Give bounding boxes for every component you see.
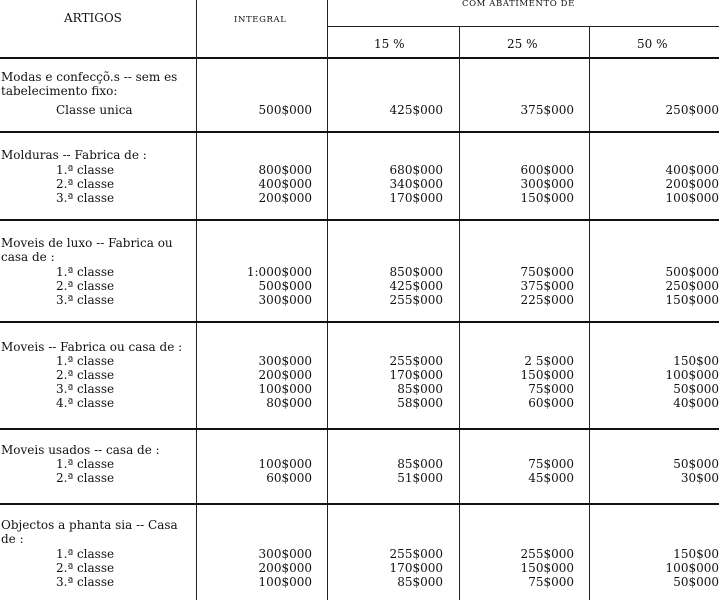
row-label: 1.ª classe xyxy=(56,547,115,561)
value-cell-p25: 225$000 xyxy=(520,293,574,307)
value-cell-integral: 1:000$000 xyxy=(246,265,312,279)
value-cell-integral: 500$000 xyxy=(258,103,312,117)
value-cell-p25: 150$000 xyxy=(520,191,574,205)
header-50-percent: 50 % xyxy=(637,37,668,51)
row-label: 2.ª classe xyxy=(56,279,115,293)
value-cell-p50: 500$000 xyxy=(665,265,719,279)
column-rule-15 xyxy=(459,27,460,600)
section-title-line: Modas e confecçõ.s -- sem es xyxy=(1,70,178,84)
value-cell-p25: 375$000 xyxy=(520,103,574,117)
section-title-line: Moveis de luxo -- Fabrica ou xyxy=(1,236,173,250)
value-cell-p15: 425$000 xyxy=(389,103,443,117)
value-cell-p50: 150$000 xyxy=(665,293,719,307)
row-label: 1.ª classe xyxy=(56,265,115,279)
value-cell-p25: 300$000 xyxy=(520,177,574,191)
value-cell-p50: 100$000 xyxy=(665,191,719,205)
value-cell-p15: 850$000 xyxy=(389,265,443,279)
value-cell-p50: 50$000 xyxy=(673,382,719,396)
section-title-line: Moveis -- Fabrica ou casa de : xyxy=(1,340,183,354)
value-cell-integral: 60$000 xyxy=(266,471,312,485)
value-cell-integral: 400$000 xyxy=(258,177,312,191)
value-cell-p50: 50$000 xyxy=(673,457,719,471)
header-bottom-rule xyxy=(0,57,719,59)
value-cell-p25: 60$000 xyxy=(528,396,574,410)
row-label: 3.ª classe xyxy=(56,191,115,205)
value-cell-p15: 170$000 xyxy=(389,368,443,382)
row-label: 2.ª classe xyxy=(56,177,115,191)
value-cell-p50: 400$000 xyxy=(665,163,719,177)
header-integral: INTEGRAL xyxy=(234,15,287,25)
value-cell-p25: 75$000 xyxy=(528,575,574,589)
row-label: 2.ª classe xyxy=(56,368,115,382)
value-cell-integral: 500$000 xyxy=(258,279,312,293)
value-cell-p25: 750$000 xyxy=(520,265,574,279)
value-cell-p50: 100$000 xyxy=(665,368,719,382)
column-rule-artigos xyxy=(196,0,197,600)
value-cell-p50: 100$000 xyxy=(665,561,719,575)
value-cell-p25: 150$000 xyxy=(520,368,574,382)
value-cell-p15: 85$000 xyxy=(397,382,443,396)
row-label: 2.ª classe xyxy=(56,471,115,485)
value-cell-p15: 255$000 xyxy=(389,354,443,368)
value-cell-p15: 85$000 xyxy=(397,575,443,589)
row-label: 3.ª classe xyxy=(56,293,115,307)
section-title-line: Molduras -- Fabrica de : xyxy=(1,148,147,162)
section-separator xyxy=(0,131,719,133)
row-label: 1.ª classe xyxy=(56,457,115,471)
value-cell-p25: 375$000 xyxy=(520,279,574,293)
section-separator xyxy=(0,428,719,430)
value-cell-p15: 51$000 xyxy=(397,471,443,485)
value-cell-integral: 100$000 xyxy=(258,575,312,589)
value-cell-p50: 30$00 xyxy=(680,471,719,485)
value-cell-integral: 300$000 xyxy=(258,354,312,368)
value-cell-integral: 200$000 xyxy=(258,368,312,382)
value-cell-p15: 255$000 xyxy=(389,547,443,561)
value-cell-p50: 50$000 xyxy=(673,575,719,589)
header-subrule xyxy=(328,26,719,27)
value-cell-p25: 600$000 xyxy=(520,163,574,177)
value-cell-p15: 170$000 xyxy=(389,191,443,205)
value-cell-p50: 200$000 xyxy=(665,177,719,191)
column-rule-integral xyxy=(327,0,328,600)
section-separator xyxy=(0,321,719,323)
column-rule-25 xyxy=(589,27,590,600)
value-cell-p50: 250$000 xyxy=(665,279,719,293)
value-cell-integral: 100$000 xyxy=(258,382,312,396)
row-label: 1.ª classe xyxy=(56,354,115,368)
value-cell-p15: 58$000 xyxy=(397,396,443,410)
value-cell-integral: 100$000 xyxy=(258,457,312,471)
row-label: 3.ª classe xyxy=(56,575,115,589)
value-cell-p25: 150$000 xyxy=(520,561,574,575)
value-cell-p25: 255$000 xyxy=(520,547,574,561)
value-cell-integral: 300$000 xyxy=(258,293,312,307)
value-cell-p25: 2 5$000 xyxy=(524,354,574,368)
section-title-line: Objectos a phanta sia -- Casa xyxy=(1,518,178,532)
value-cell-p25: 75$000 xyxy=(528,382,574,396)
section-title-line: Moveis usados -- casa de : xyxy=(1,443,160,457)
value-cell-p15: 85$000 xyxy=(397,457,443,471)
value-cell-integral: 80$000 xyxy=(266,396,312,410)
value-cell-p15: 255$000 xyxy=(389,293,443,307)
value-cell-integral: 300$000 xyxy=(258,547,312,561)
section-title-line: tabelecimento fixo: xyxy=(1,84,118,98)
value-cell-integral: 200$000 xyxy=(258,191,312,205)
value-cell-p50: 250$000 xyxy=(665,103,719,117)
value-cell-p50: 150$00 xyxy=(673,547,719,561)
header-com-abatimento: COM ABATIMENTO DE xyxy=(462,0,575,9)
value-cell-integral: 800$000 xyxy=(258,163,312,177)
value-cell-p15: 425$000 xyxy=(389,279,443,293)
section-separator xyxy=(0,219,719,221)
row-label: 4.ª classe xyxy=(56,396,115,410)
row-label: 2.ª classe xyxy=(56,561,115,575)
value-cell-p15: 170$000 xyxy=(389,561,443,575)
row-label: 1.ª classe xyxy=(56,163,115,177)
row-label: Classe unica xyxy=(56,103,133,117)
value-cell-p15: 340$000 xyxy=(389,177,443,191)
header-artigos: ARTIGOS xyxy=(64,11,122,25)
value-cell-p25: 75$000 xyxy=(528,457,574,471)
section-title-line: de : xyxy=(1,532,24,546)
value-cell-p15: 680$000 xyxy=(389,163,443,177)
value-cell-p50: 40$000 xyxy=(673,396,719,410)
row-label: 3.ª classe xyxy=(56,382,115,396)
value-cell-p25: 45$000 xyxy=(528,471,574,485)
header-15-percent: 15 % xyxy=(374,37,405,51)
value-cell-p50: 150$00 xyxy=(673,354,719,368)
header-25-percent: 25 % xyxy=(507,37,538,51)
section-title-line: casa de : xyxy=(1,250,55,264)
section-separator xyxy=(0,503,719,505)
value-cell-integral: 200$000 xyxy=(258,561,312,575)
